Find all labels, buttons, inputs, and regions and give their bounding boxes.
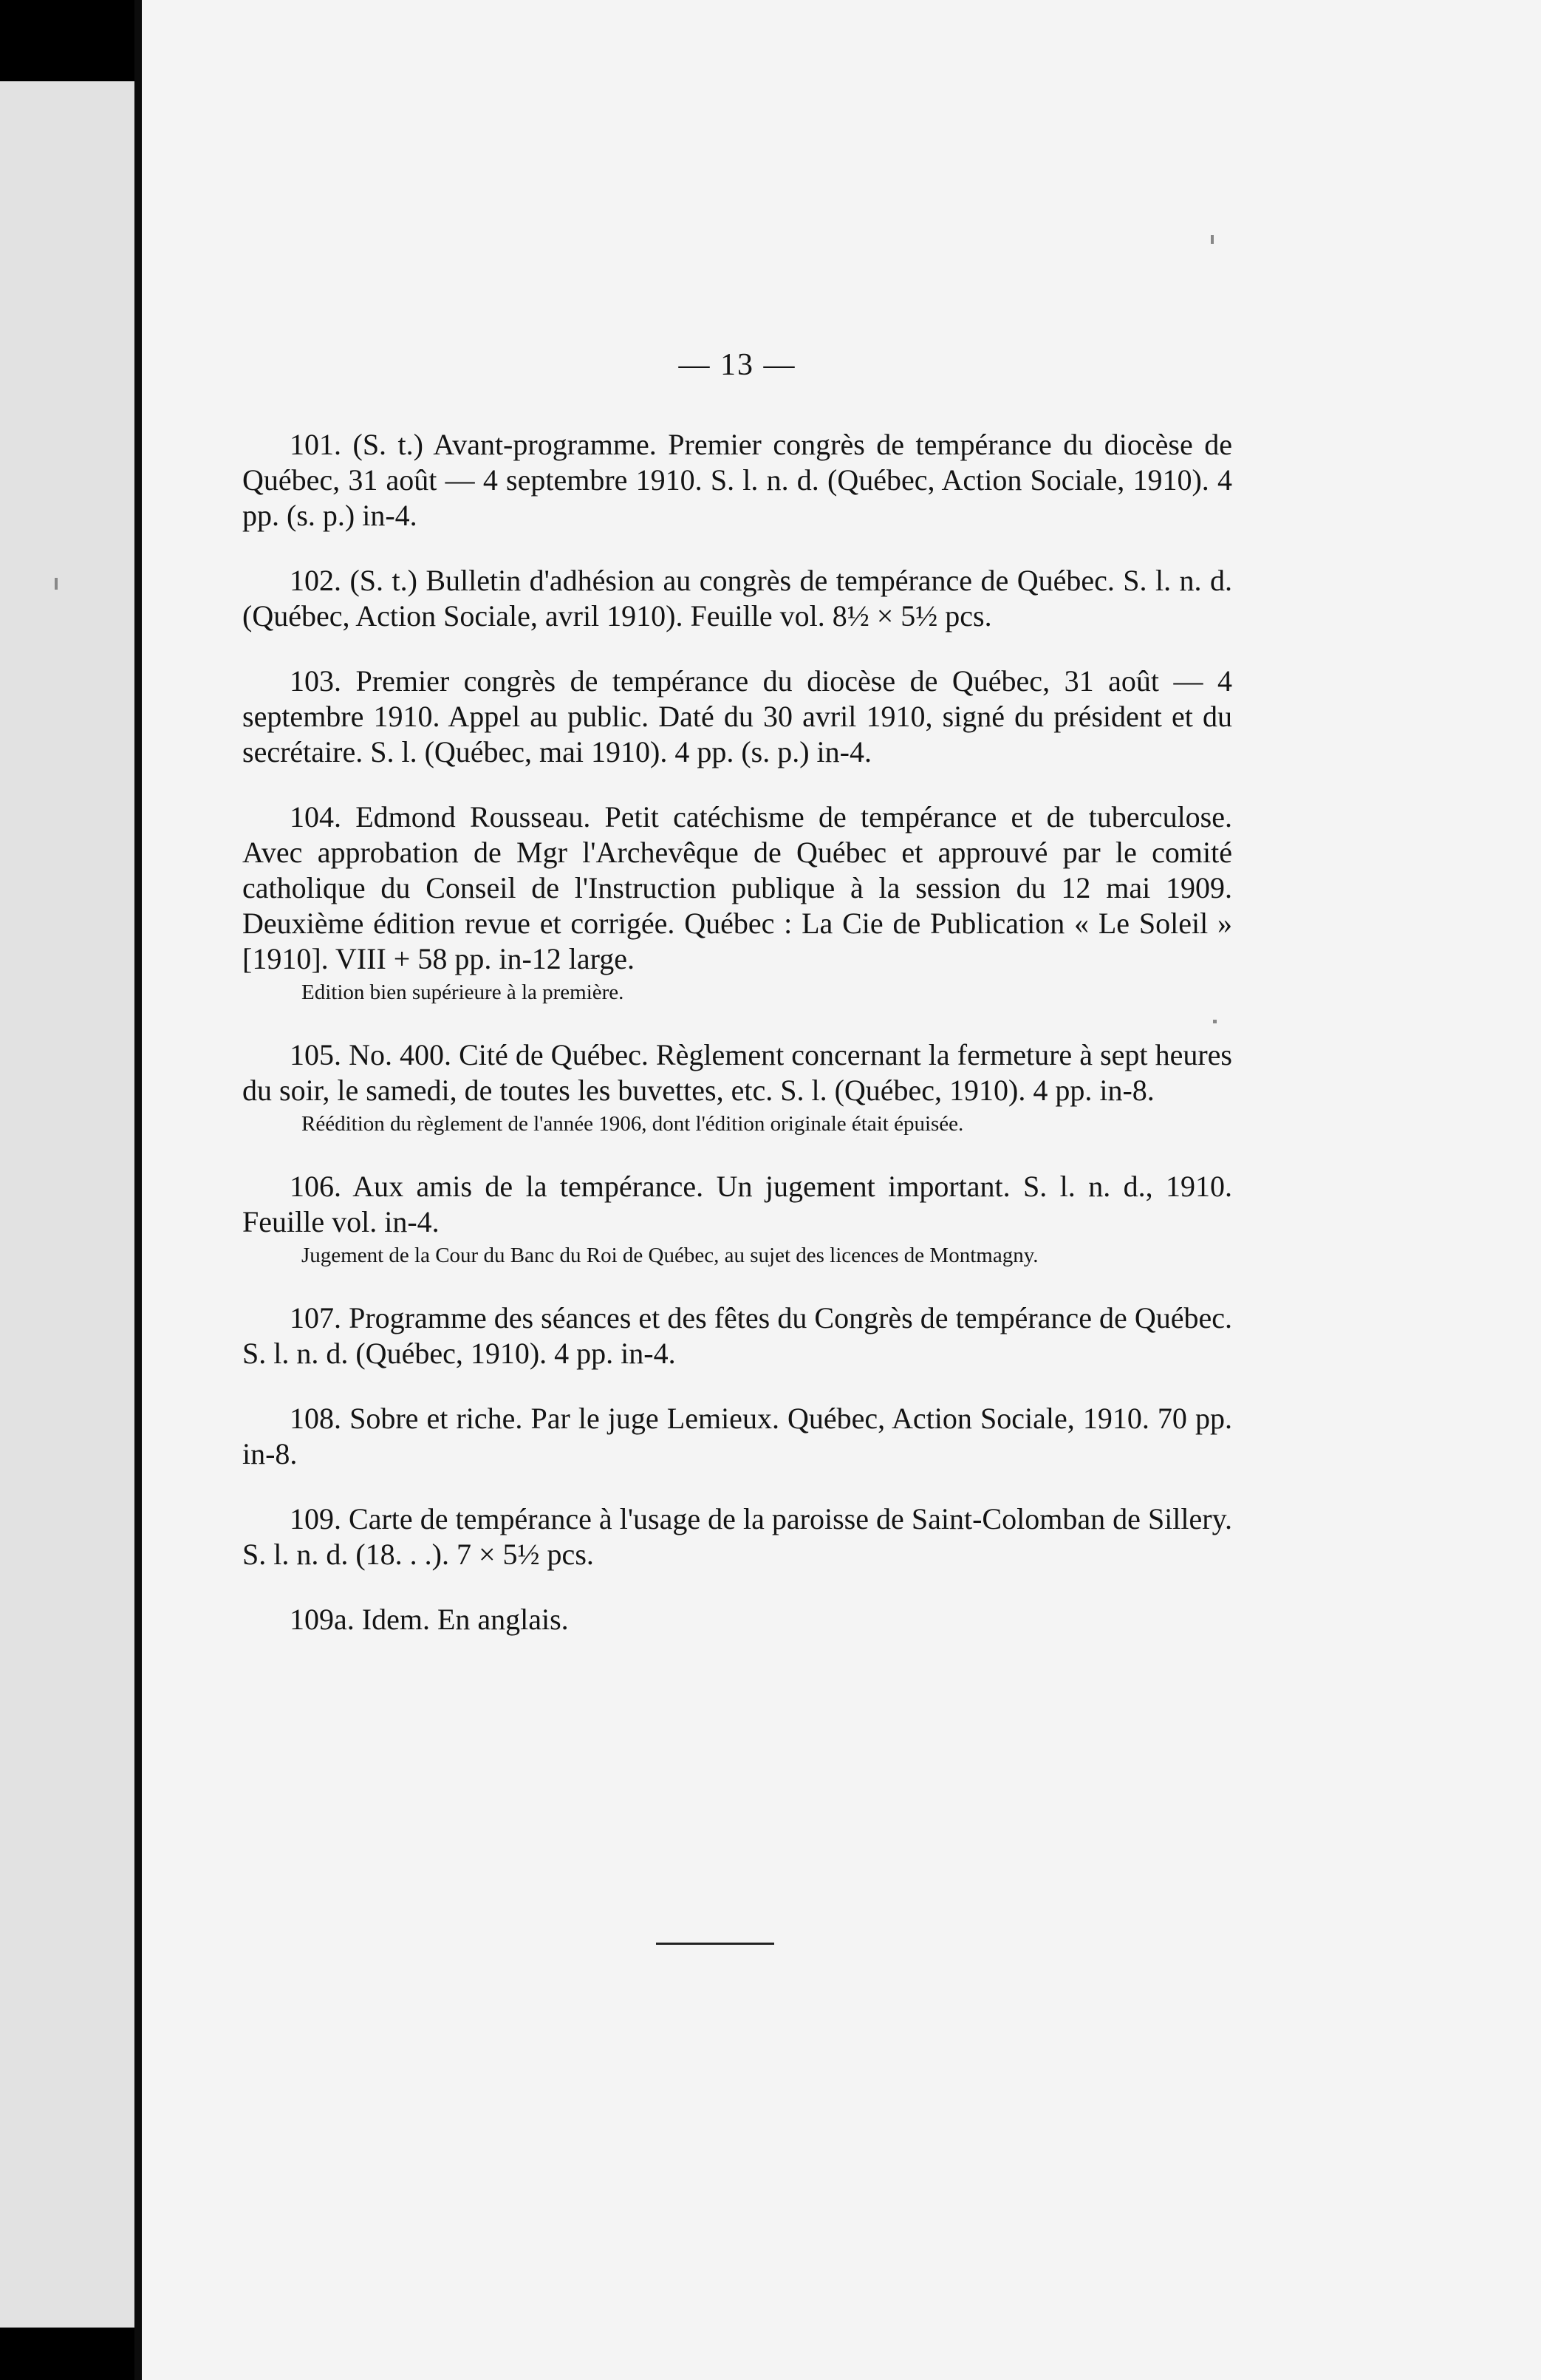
adjacent-page-edge	[0, 81, 134, 2328]
scan-speck	[55, 578, 58, 590]
entry-105: 105. No. 400. Cité de Québec. Règlement concernant la fermeture à sept heures du soir, le samedi, de toutes les buvettes, etc. S. l. (Québec, 1910). 4 pp. in-8.	[242, 1038, 1232, 1107]
entry-104: 104. Edmond Rousseau. Petit catéchisme de tempérance et de tuberculose. Avec approbation de Mgr l'Archevêque de Québec et approuvé par le comité catholique du Conseil de l'Instruction publique à la session du 12 mai 1909. Deuxième édition revue et corrigée. Québec : La Cie de Publication « Le Soleil » [1910]. VIII + 58 pp. in-12 large.	[242, 800, 1232, 975]
scan-speck	[1211, 235, 1214, 244]
end-rule	[656, 1943, 774, 1945]
entry-101: 101. (S. t.) Avant-programme. Premier congrès de tempérance du diocèse de Québec, 31 août — 4 septembre 1910. S. l. n. d. (Québec, Action Sociale, 1910). 4 pp. (s. p.) in-4.	[242, 428, 1232, 532]
page-number: — 13 —	[678, 348, 796, 382]
entry-103: 103. Premier congrès de tempérance du diocèse de Québec, 31 août — 4 septembre 1910. Appel au public. Daté du 30 avril 1910, signé du président et du secrétaire. S. l. (Québec, mai 1910). 4 pp. (s. p.) in-4.	[242, 664, 1232, 768]
page-text	[242, 347, 1232, 1667]
entry-106-note: Jugement de la Cour du Banc du Roi de Québec, au sujet des licences de Montmagny.	[301, 1244, 1039, 1267]
entry-106: 106. Aux amis de la tempérance. Un jugement important. S. l. n. d., 1910. Feuille vol. in-4.	[242, 1170, 1232, 1238]
entry-102: 102. (S. t.) Bulletin d'adhésion au congrès de tempérance de Québec. S. l. n. d. (Québec, Action Sociale, avril 1910). Feuille vol. 8½ × 5½ pcs.	[242, 564, 1232, 632]
entry-104-note: Edition bien supérieure à la première.	[301, 981, 624, 1004]
entry-109a: 109a. Idem. En anglais.	[290, 1603, 569, 1636]
entry-107: 107. Programme des séances et des fêtes du Congrès de tempérance de Québec. S. l. n. d. (Québec, 1910). 4 pp. in-4.	[242, 1301, 1232, 1370]
entry-105-note: Réédition du règlement de l'année 1906, dont l'édition originale était épuisée.	[301, 1112, 964, 1136]
entry-108: 108. Sobre et riche. Par le juge Lemieux. Québec, Action Sociale, 1910. 70 pp. in-8.	[242, 1402, 1232, 1470]
entry-109: 109. Carte de tempérance à l'usage de la paroisse de Saint-Colomban de Sillery. S. l. n. d. (18. . .). 7 × 5½ pcs.	[242, 1502, 1232, 1571]
page-gutter-shadow	[134, 0, 142, 2380]
